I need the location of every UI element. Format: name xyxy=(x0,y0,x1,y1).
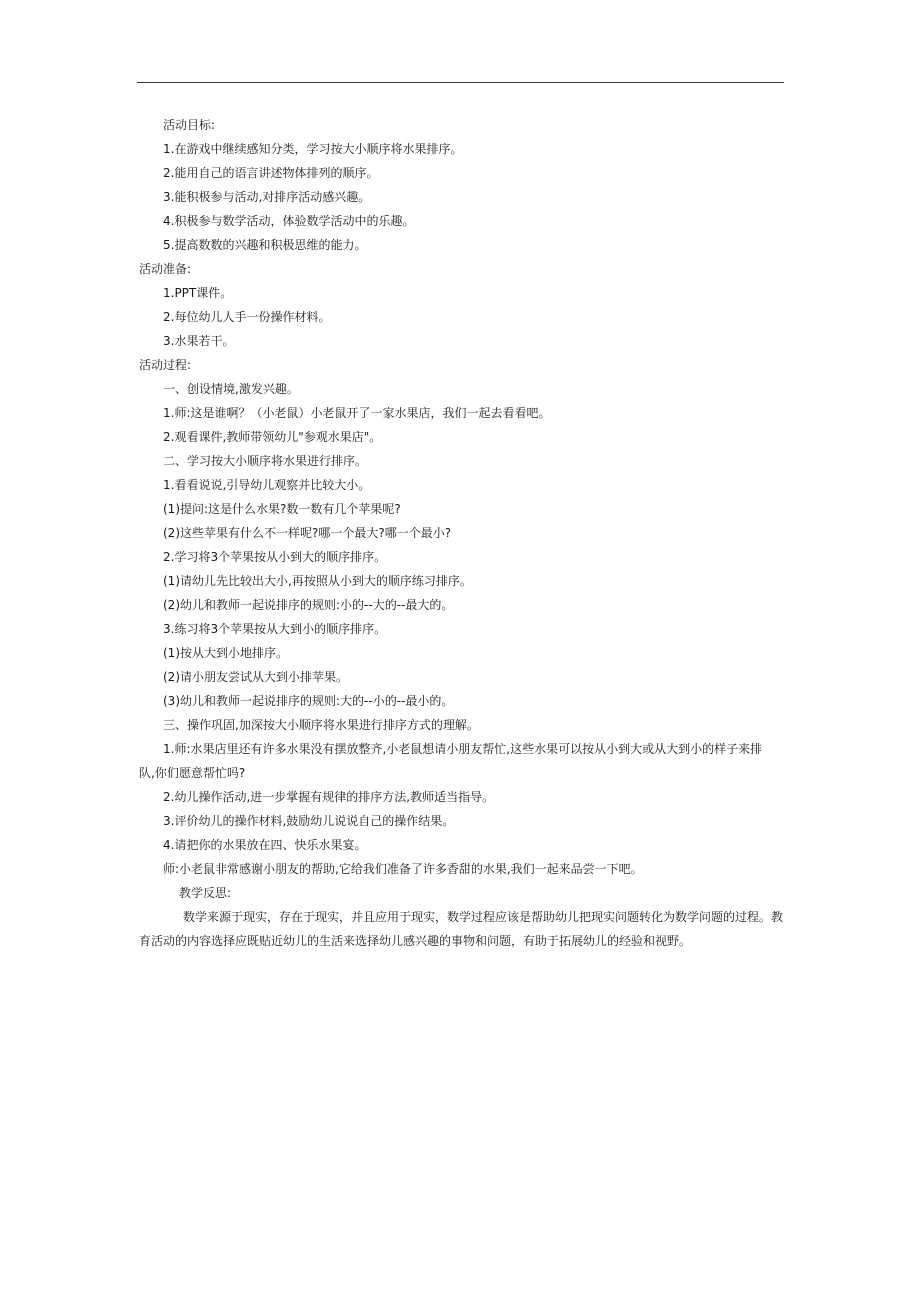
process-step: 2.观看课件,教师带领幼儿"参观水果店"。 xyxy=(163,430,382,444)
process-step: 1.师:水果店里还有许多水果没有摆放整齐,小老鼠想请小朋友帮忙,这些水果可以按从小到大或从大到小的样子来排 xyxy=(163,742,763,756)
goal-item: 5.提高数数的兴趣和积极思维的能力。 xyxy=(163,238,367,252)
goal-item: 4.积极参与数学活动，体验数学活动中的乐趣。 xyxy=(163,214,415,228)
preparation-item: 2.每位幼儿人手一份操作材料。 xyxy=(163,310,331,324)
process-step: 2.幼儿操作活动,进一步掌握有规律的排序方法,教师适当指导。 xyxy=(163,790,495,804)
process-step: 二、学习按大小顺序将水果进行排序。 xyxy=(163,454,368,468)
process-step: 3.练习将3个苹果按从大到小的顺序排序。 xyxy=(163,622,387,636)
preparation-item: 1.PPT课件。 xyxy=(163,286,233,300)
process-step: 2.学习将3个苹果按从小到大的顺序排序。 xyxy=(163,550,387,564)
section-heading-preparation: 活动准备: xyxy=(139,262,192,276)
process-step: (1)按从大到小地排序。 xyxy=(163,646,288,660)
goal-item: 2.能用自己的语言讲述物体排列的顺序。 xyxy=(163,166,379,180)
process-step: (1)提问:这是什么水果?数一数有几个苹果呢? xyxy=(163,502,401,516)
process-step: (3)幼儿和教师一起说排序的规则:大的--小的--最小的。 xyxy=(163,694,454,708)
goal-item: 1.在游戏中继续感知分类，学习按大小顺序将水果排序。 xyxy=(163,142,463,156)
section-heading-goals: 活动目标: xyxy=(163,118,216,132)
process-step: (2)幼儿和教师一起说排序的规则:小的--大的--最大的。 xyxy=(163,598,454,612)
document-body xyxy=(139,113,789,953)
process-step: 1.看看说说,引导幼儿观察并比较大小。 xyxy=(163,478,371,492)
process-step: 1.师:这是谁啊？（小老鼠）小老鼠开了一家水果店，我们一起去看看吧。 xyxy=(163,406,551,420)
process-step-continued: 队,你们愿意帮忙吗? xyxy=(139,766,246,780)
process-step: 3.评价幼儿的操作材料,鼓励幼儿说说自己的操作结果。 xyxy=(163,814,455,828)
section-heading-reflection: 教学反思: xyxy=(179,886,232,900)
process-step: 4.请把你的水果放在四、快乐水果宴。 xyxy=(163,838,367,852)
header-rule xyxy=(137,82,784,83)
process-step: 三、操作巩固,加深按大小顺序将水果进行排序方式的理解。 xyxy=(163,718,479,732)
process-step: (1)请幼儿先比较出大小,再按照从小到大的顺序练习排序。 xyxy=(163,574,472,588)
section-heading-process: 活动过程: xyxy=(139,358,192,372)
process-step: (2)请小朋友尝试从大到小排苹果。 xyxy=(163,670,348,684)
process-step: 师:小老鼠非常感谢小朋友的帮助,它给我们准备了许多香甜的水果,我们一起来品尝一下吧。 xyxy=(163,862,643,876)
reflection-paragraph: 数学来源于现实，存在于现实，并且应用于现实，数学过程应该是帮助幼儿把现实问题转化为数学问题的过程。教育活动的内容选择应既贴近幼儿的生活来选择幼儿感兴趣的事物和问题，有助于拓展幼儿的经验和视野。 xyxy=(139,910,784,948)
process-step: 一、创设情境,激发兴趣。 xyxy=(163,382,299,396)
process-step: (2)这些苹果有什么不一样呢?哪一个最大?哪一个最小? xyxy=(163,526,452,540)
preparation-item: 3.水果若干。 xyxy=(163,334,235,348)
goal-item: 3.能积极参与活动,对排序活动感兴趣。 xyxy=(163,190,371,204)
